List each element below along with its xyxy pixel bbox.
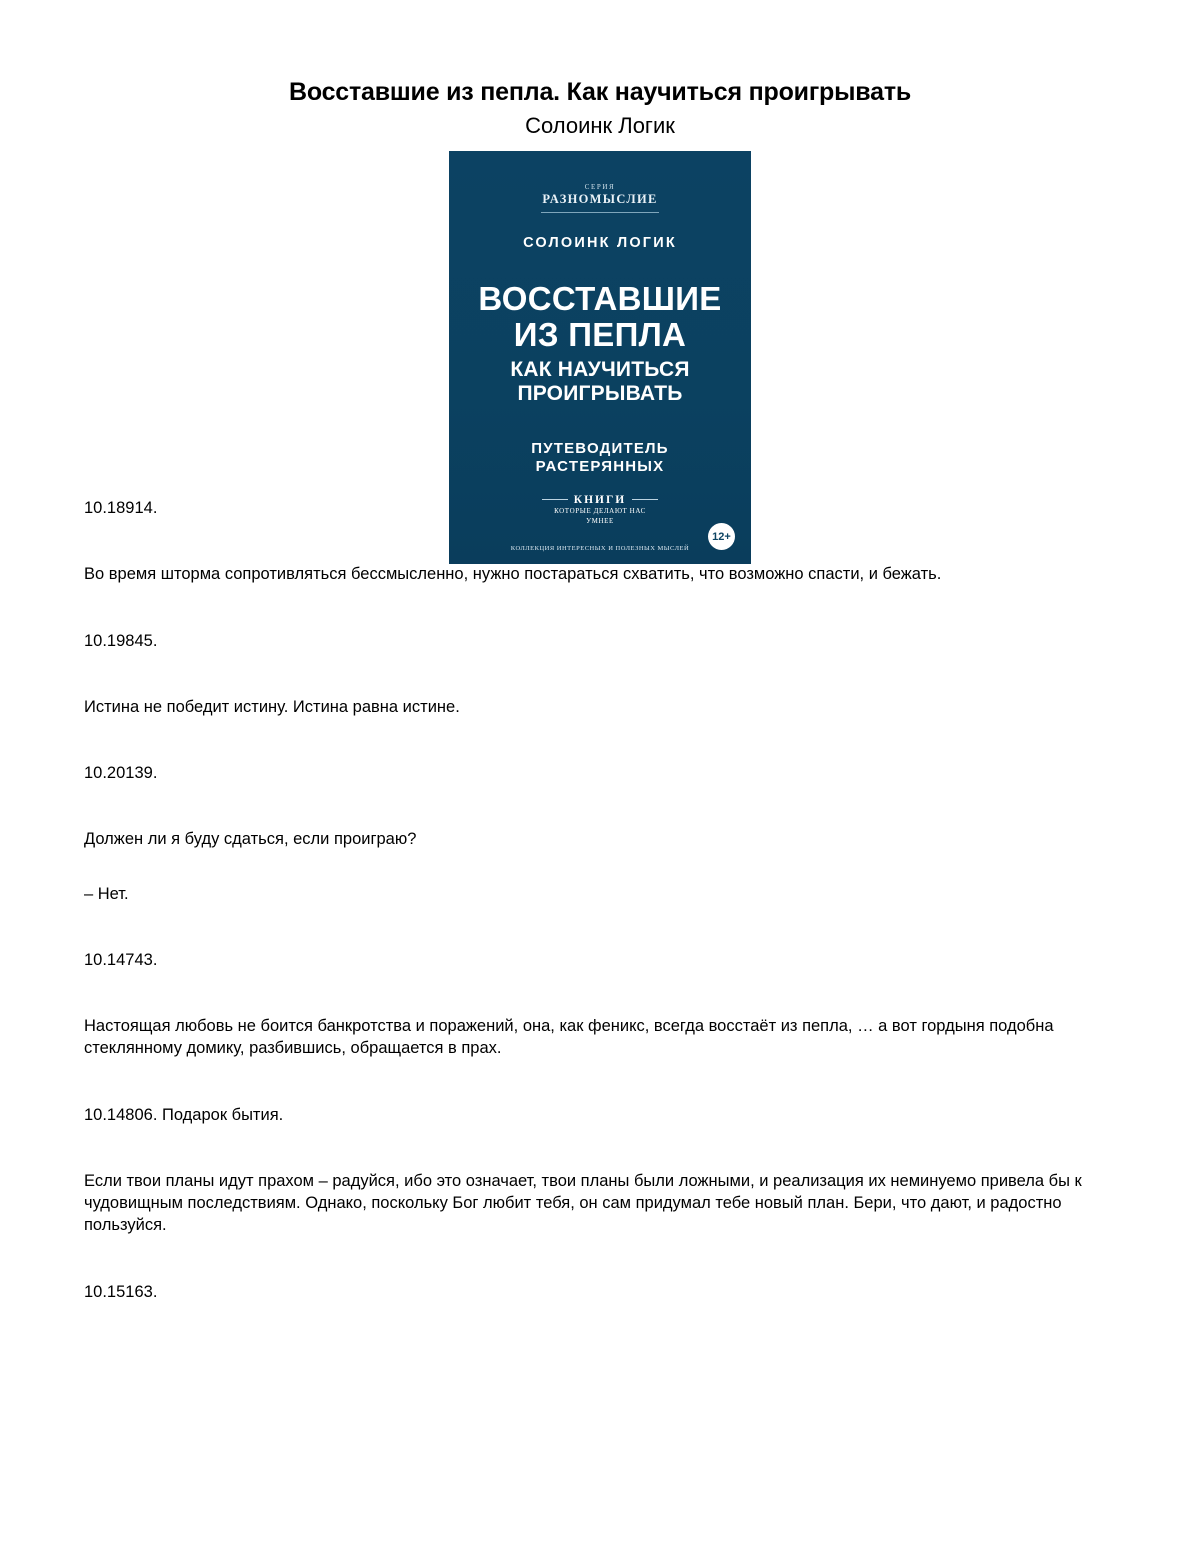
entry-number: 10.14743. [84,950,158,969]
page-title: Восставшие из пепла. Как научиться проигрывать [288,78,912,106]
cover-subtitle-line-1: КАК НАУЧИТЬСЯ [510,358,690,382]
cover-title [449,281,751,352]
cover-guide-line-1: ПУТЕВОДИТЕЛЬ [531,439,669,457]
cover-divider [541,212,659,213]
cover-title-line-2: ИЗ ПЕПЛА [513,315,687,353]
entry-text: Настоящая любовь не боится банкротства и поражений, она, как феникс, всегда восстаёт из пепла, … а вот гордыня подобна стеклянному домику, разбившись, обращается в прах. [84,1017,1054,1058]
entry-number: 10.20139. [84,764,158,783]
entry-number: 10.19845. [84,631,158,650]
entry-text: Во время шторма сопротивляться бессмысленно, нужно постараться схватить, что возможно спасти, и бежать. [84,565,942,584]
document-author: Солоинк Логик [525,112,675,138]
document-body [84,497,1130,1347]
entry-text-reply: – Нет. [84,884,129,903]
entry-text: Должен ли я буду сдаться, если проиграю? [84,830,417,849]
cover-title-line-1: ВОССТАВШИЕ [478,280,722,318]
cover-author: СОЛОИНК ЛОГИК [523,235,677,252]
cover-series-label: СЕРИЯ [584,183,616,192]
badge-sub-line-1: КОТОРЫЕ ДЕЛАЮТ НАС [554,506,646,515]
cover-series-name: РАЗНОМЫСЛИЕ [542,192,658,207]
cover-guide-line-2: РАСТЕРЯННЫХ [535,457,665,475]
badge-sub-line-2: УМНЕЕ [586,516,614,525]
entry-text: Если твои планы идут прахом – радуйся, ибо это означает, твои планы были ложными, и реализация их неминуемо привела бы к чудовищным последствиям. Однако, поскольку Бог любит тебя, он сам придумал тебе новый план. Бери, что дают, и радостно пользуйся. [84,1171,1082,1235]
entry-number: 10.14806. Подарок бытия. [84,1105,284,1124]
entry-text: Истина не победит истину. Истина равна истине. [84,697,460,716]
entry-number: 10.15163. [84,1282,158,1301]
age-rating-badge: 12+ [708,523,735,550]
cover-guide-text [449,440,751,476]
badge-main-text: КНИГИ [573,493,627,506]
cover-footer-text: КОЛЛЕКЦИЯ ИНТЕРЕСНЫХ И ПОЛЕЗНЫХ МЫСЛЕЙ [510,545,690,553]
cover-subtitle [449,358,751,405]
cover-subtitle-line-2: ПРОИГРЫВАТЬ [517,382,683,406]
entry-number: 10.18914. [84,499,158,517]
